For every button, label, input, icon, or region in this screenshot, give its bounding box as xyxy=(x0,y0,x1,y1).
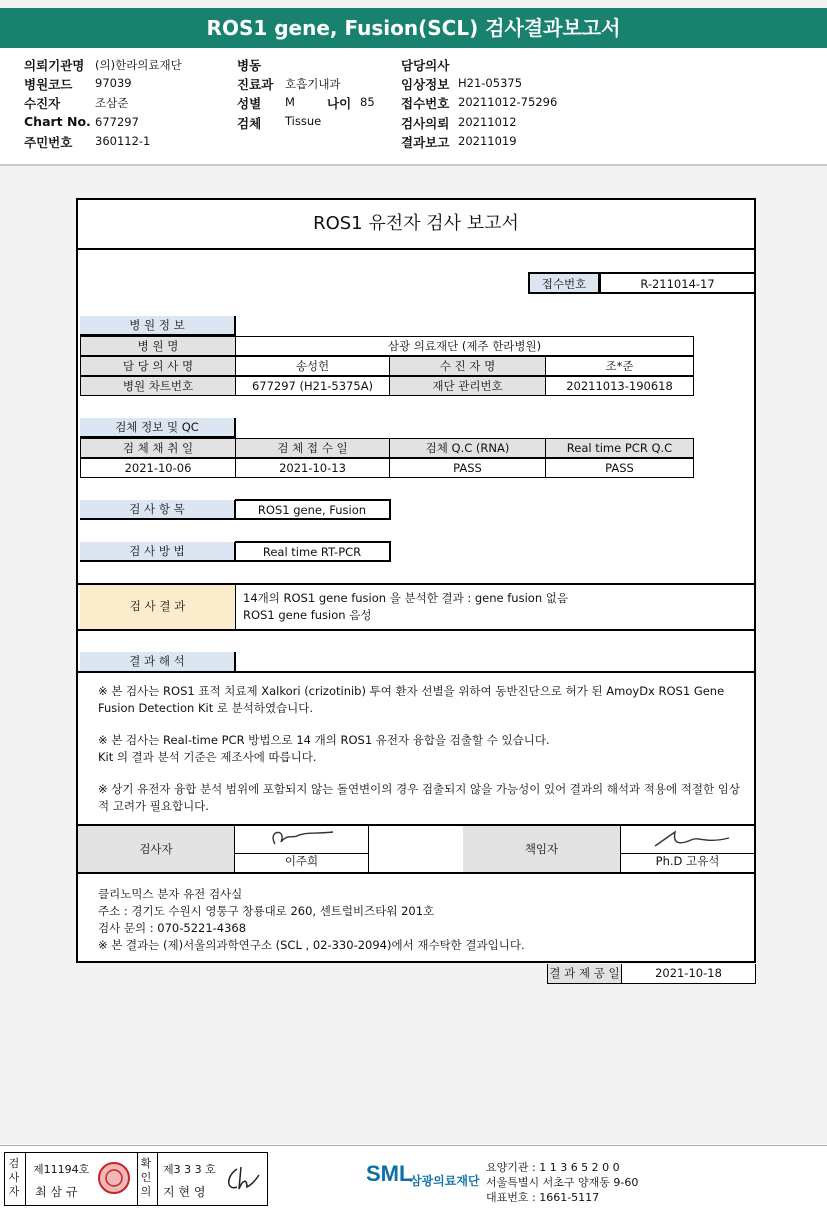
receive-date-value: 2021-10-13 xyxy=(235,458,390,478)
test-method-label: 검 사 방 법 xyxy=(80,542,236,562)
issue-date-value: 2021-10-18 xyxy=(655,966,722,980)
receipt-value: 20211012-75296 xyxy=(458,95,558,109)
lab-name: 클리노믹스 분자 유전 검사실 xyxy=(98,887,243,901)
dept-value: 호흡기내과 xyxy=(285,77,341,91)
blank-signature-cell xyxy=(368,826,464,872)
receipt-no-value: R-211014-17 xyxy=(599,272,756,294)
tester-side-label: 검사자 xyxy=(8,1157,20,1198)
license-2: 제3 3 3 호 xyxy=(163,1163,216,1176)
chart-value: 677297 xyxy=(95,115,139,129)
report-document xyxy=(76,198,756,963)
org-address: 서울특별시 서초구 양재동 9-60 xyxy=(486,1176,639,1189)
tester-name: 이주희 xyxy=(234,853,369,872)
footer xyxy=(0,1145,827,1216)
report-title: ROS1 유전자 검사 보고서 xyxy=(78,200,754,250)
lab-address: 주소 : 경기도 수원시 영통구 창룡대로 260, 센트럴비즈타워 201호 xyxy=(98,904,435,918)
mgmt-no-value: 20211013-190618 xyxy=(545,376,694,396)
specimen-label: 검체 xyxy=(237,116,262,131)
test-item-label: 검 사 항 목 xyxy=(80,500,236,520)
issue-date-label: 결 과 제 공 일 xyxy=(548,964,622,983)
resident-label: 주민번호 xyxy=(24,135,73,150)
stamp-box xyxy=(4,1152,268,1206)
stamp-divider-2 xyxy=(137,1153,138,1205)
patient-label: 수진자 xyxy=(24,96,61,111)
result-bottom-rule xyxy=(78,629,754,631)
age-label: 나이 xyxy=(327,96,352,111)
doctor-name-label: 담 당 의 사 명 xyxy=(80,356,236,376)
patient-name-value: 조*준 xyxy=(545,356,694,376)
patient-name-label: 수 진 자 명 xyxy=(389,356,546,376)
hospital-section-label: 병 원 정 보 xyxy=(80,316,236,336)
hospital-code-label: 병원코드 xyxy=(24,77,73,92)
license-1: 제11194호 xyxy=(33,1163,90,1176)
tester-label: 검사자 xyxy=(78,826,235,872)
org-phone: 대표번호 : 1661-5117 xyxy=(486,1191,600,1204)
clinical-value: H21-05375 xyxy=(458,76,523,90)
sml-logo: SML xyxy=(366,1161,413,1186)
hospital-name-label: 병 원 명 xyxy=(80,336,236,356)
ward-label: 병동 xyxy=(237,58,262,73)
qc-rna-value: PASS xyxy=(389,458,546,478)
sex-value: M xyxy=(285,95,295,109)
chart-no-label: 병원 차트번호 xyxy=(80,376,236,396)
interpretation-3b: 적 고려가 필요합니다. xyxy=(98,799,209,813)
report-date-value: 20211019 xyxy=(458,134,517,148)
interpretation-rule xyxy=(78,671,754,673)
page-title: ROS1 gene, Fusion(SCL) 검사결과보고서 xyxy=(0,8,827,48)
collect-date-label: 검 체 채 취 일 xyxy=(80,438,236,458)
responsible-label: 책임자 xyxy=(463,826,621,872)
lab-note: ※ 본 결과는 (제)서울의과학연구소 (SCL , 02-330-2094)에서 재수탁한 결과입니다. xyxy=(98,938,525,952)
sex-label: 성별 xyxy=(237,96,262,111)
qc-rna-label: 검체 Q.C (RNA) xyxy=(389,438,546,458)
result-label: 검 사 결 과 xyxy=(80,585,236,629)
result-line-2: ROS1 gene fusion 음성 xyxy=(243,608,372,622)
mgmt-no-label: 재단 관리번호 xyxy=(389,376,546,396)
interpretation-2b: Kit 의 결과 분석 기준은 제조사에 따릅니다. xyxy=(98,750,317,764)
patient-value: 조삼준 xyxy=(95,96,129,110)
report-date-label: 결과보고 xyxy=(401,135,450,150)
responsible-name: Ph.D 고유석 xyxy=(620,853,754,872)
interpretation-1a: ※ 본 검사는 ROS1 표적 치료제 Xalkori (crizotinib) 투여 환자 선별을 위하여 동반진단으로 허가 된 AmoyDx ROS1 Gene xyxy=(98,684,725,698)
hospital-code-value: 97039 xyxy=(95,76,132,90)
red-seal-icon xyxy=(97,1161,131,1195)
specimen-value: Tissue xyxy=(285,114,322,128)
institution-value: (의)한라의료재단 xyxy=(95,58,182,72)
test-method-value: Real time RT-PCR xyxy=(235,541,391,562)
lab-phone: 검사 문의 : 070-5221-4368 xyxy=(98,921,247,935)
agency-number: 요양기관 : 1 1 3 6 5 2 0 0 xyxy=(486,1161,620,1174)
responsible-signature xyxy=(620,826,754,854)
dept-label: 진료과 xyxy=(237,77,274,92)
interpretation-label: 결 과 해 석 xyxy=(80,652,236,672)
specimen-section-label: 검체 정보 및 QC xyxy=(80,418,236,438)
responsible-signature-image xyxy=(621,826,754,853)
receipt-no-label: 접수번호 xyxy=(528,272,600,294)
institution-label: 의뢰기관명 xyxy=(24,58,85,73)
receive-date-label: 검 체 접 수 일 xyxy=(235,438,390,458)
org-name: 삼광의료재단 xyxy=(410,1174,480,1188)
request-value: 20211012 xyxy=(458,115,517,129)
confirm-signature-image xyxy=(223,1163,263,1195)
stamp-divider-1 xyxy=(25,1153,26,1205)
doctor-name-value: 송성헌 xyxy=(235,356,390,376)
name-1: 최 삼 규 xyxy=(35,1185,78,1199)
clinical-label: 임상정보 xyxy=(401,77,450,92)
signature-bottom-rule xyxy=(78,872,754,874)
patient-header xyxy=(0,48,827,166)
doctor-label: 담당의사 xyxy=(401,58,450,73)
confirm-side-label: 확인의 xyxy=(140,1157,152,1198)
interpretation-1b: Fusion Detection Kit 로 분석하였습니다. xyxy=(98,701,314,715)
hospital-name-value: 삼광 의료재단 (제주 한라병원) xyxy=(235,336,694,356)
interpretation-3a: ※ 상기 유전자 융합 분석 범위에 포함되지 않는 돌연변이의 경우 검출되지 않을 가능성이 있어 결과의 해석과 적용에 적절한 임상 xyxy=(98,782,740,796)
qc-pcr-label: Real time PCR Q.C xyxy=(545,438,694,458)
collect-date-value: 2021-10-06 xyxy=(80,458,236,478)
request-label: 검사의뢰 xyxy=(401,116,450,131)
age-value: 85 xyxy=(360,95,375,109)
chart-label: Chart No. xyxy=(24,114,91,129)
tester-signature xyxy=(234,826,369,854)
resident-value: 360112-1 xyxy=(95,134,151,148)
stamp-divider-3 xyxy=(157,1153,158,1205)
tester-signature-image xyxy=(235,826,368,853)
name-2: 지 현 영 xyxy=(163,1185,206,1199)
interpretation-2a: ※ 본 검사는 Real-time PCR 방법으로 14 개의 ROS1 유전자 융합을 검출할 수 있습니다. xyxy=(98,733,550,747)
receipt-label: 접수번호 xyxy=(401,96,450,111)
issue-date-box xyxy=(547,964,756,984)
chart-no-value: 677297 (H21-5375A) xyxy=(235,376,390,396)
test-item-value: ROS1 gene, Fusion xyxy=(235,499,391,520)
result-line-1: 14개의 ROS1 gene fusion 을 분석한 결과 : gene fusion 없음 xyxy=(243,591,568,605)
qc-pcr-value: PASS xyxy=(545,458,694,478)
